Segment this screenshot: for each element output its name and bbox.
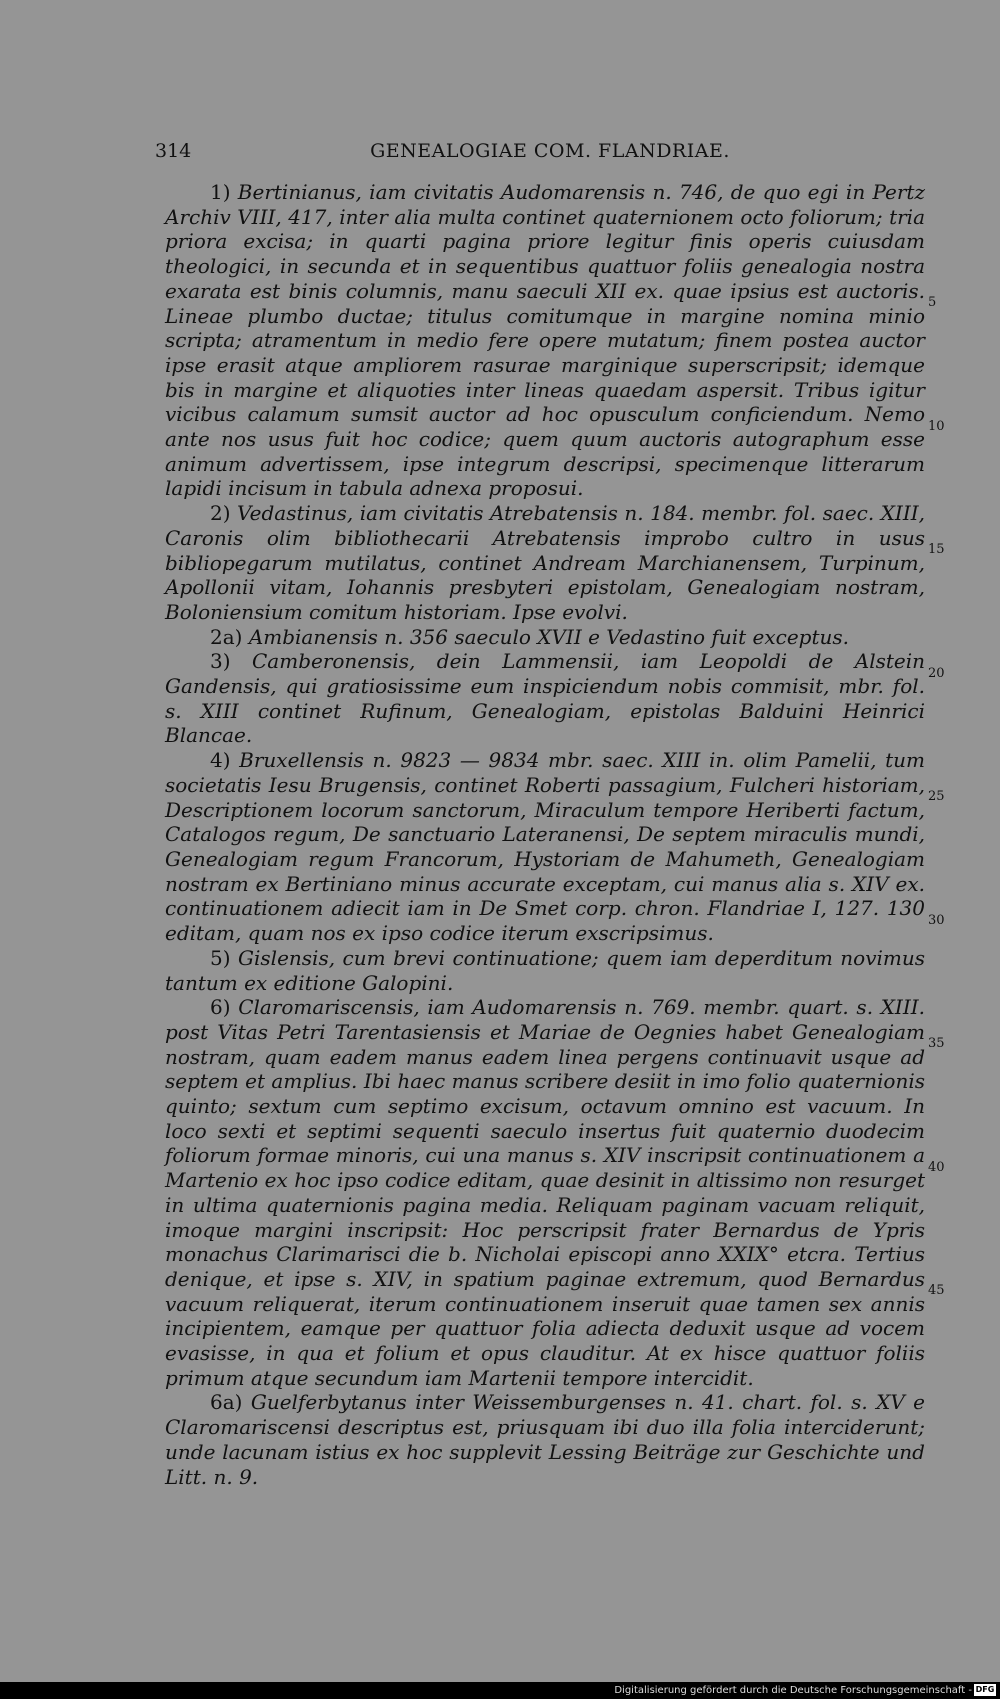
page-number: 314 bbox=[155, 140, 192, 162]
paragraph-number: 4) bbox=[210, 748, 231, 773]
page-header bbox=[155, 140, 945, 170]
paragraph bbox=[165, 649, 925, 748]
paragraph-text: Bertinianus, iam civitatis Audomarensis n. 746, de quo egi in Pertz Archiv VIII, 417, inter alia multa continet quaternionem octo foliorum; tria priora excisa; in quarti pagina priore legitur finis operis cuiusdam theologici, in secunda et in sequentibus quattuor foliis genealogia nostra exarata est binis columnis, manu saeculi XII ex. quae ipsius est auctoris. Lineae plumbo ductae; titulus comitumque in margine nomina minio scripta; atramentum in medio fere opere mutatum; finem postea auctor ipse erasit atque ampliorem rasurae marginique superscripsit; idemque bis in margine et aliquoties inter lineas quaedam aspersit. Tribus igitur vicibus calamum sumsit auctor ad hoc opusculum conficiendum. Nemo ante nos usus fuit hoc codice; quem quum auctoris autographum esse animum advertissem, ipse integrum descripsi, specimenque litterarum lapidi incisum in tabula adnexa proposui. bbox=[165, 180, 925, 501]
paragraph-number: 5) bbox=[210, 945, 231, 970]
line-number: 35 bbox=[928, 1036, 945, 1051]
paragraph-number: 2) bbox=[210, 501, 231, 526]
line-number: 25 bbox=[928, 789, 945, 804]
paragraph-text: Camberonensis, dein Lammensii, iam Leopoldi de Alstein Gandensis, qui gratiosissime eum inspiciendum nobis commisit, mbr. fol. s. XIII continet Rufinum, Genealogiam, epistolas Balduini Heinrici Blancae. bbox=[165, 649, 926, 748]
dfg-logo: DFG bbox=[975, 1685, 995, 1694]
line-number: 20 bbox=[928, 666, 945, 681]
paragraph-number: 6) bbox=[210, 995, 231, 1020]
paragraph-number: 1) bbox=[210, 180, 231, 204]
paragraph bbox=[165, 748, 925, 946]
paragraph-number: 2a) bbox=[210, 624, 243, 649]
paragraph-text: Bruxellensis n. 9823 — 9834 mbr. saec. XIII in. olim Pamelii, tum societatis Iesu Brugensis, continet Roberti passagium, Fulcheri historiam, Descriptionem locorum sanctorum, Miraculum tempore Heriberti factum, Catalogos regum, De sanctuario Lateranensi, De septem miraculis mundi, Genealogiam regum Francorum, Hystoriam de Mahumeth, Genealogiam nostram ex Bertiniano minus accurate exceptam, cui manus alia s. XIV ex. continuationem adiecit iam in De Smet corp. chron. Flandriae I, 127. 130 editam, quam nos ex ipso codice iterum exscripsimus. bbox=[165, 748, 926, 946]
line-number: 15 bbox=[928, 542, 945, 557]
paragraph-text: Gislensis, cum brevi continuatione; quem iam deperditum novimus tantum ex editione Galopini. bbox=[165, 945, 926, 995]
line-number: 10 bbox=[928, 419, 945, 434]
funding-credit: Digitalisierung gefördert durch die Deutsche Forschungsgemeinschaft - bbox=[614, 1685, 972, 1696]
line-number: 30 bbox=[928, 913, 945, 928]
footer-bar bbox=[0, 1682, 1000, 1699]
paragraph-text: Ambianensis n. 356 saeculo XVII e Vedastino fuit exceptus. bbox=[248, 624, 849, 649]
body-text bbox=[165, 180, 925, 1489]
line-number: 45 bbox=[928, 1283, 945, 1298]
paragraph bbox=[165, 625, 925, 650]
paragraph-text: Guelferbytanus inter Weissemburgenses n. 41. chart. fol. s. XV e Claromariscensi descriptus est, priusquam ibi duo illa folia interciderunt; unde lacunam istius ex hoc supplevit Lessing Beiträge zur Geschichte und Litt. n. 9. bbox=[165, 1390, 925, 1489]
paragraph bbox=[165, 995, 925, 1390]
paragraph bbox=[165, 946, 925, 995]
line-number: 5 bbox=[928, 295, 937, 310]
paragraph bbox=[165, 501, 925, 625]
line-number: 40 bbox=[928, 1160, 945, 1175]
paragraph-text: Vedastinus, iam civitatis Atrebatensis n. 184. membr. fol. saec. XIII, Caronis olim bibliothecarii Atrebatensis improbo cultro in usus bibliopegarum mutilatus, continet Andream Marchianensem, Turpinum, Apollonii vitam, Iohannis presbyteri epistolam, Genealogiam nostram, Boloniensium comitum historiam. Ipse evolvi. bbox=[165, 501, 925, 624]
paragraph bbox=[165, 180, 925, 501]
running-title: GENEALOGIAE COM. FLANDRIAE. bbox=[370, 140, 730, 162]
paragraph-number: 6a) bbox=[210, 1390, 243, 1415]
paragraph-number: 3) bbox=[210, 649, 231, 674]
paragraph bbox=[165, 1390, 925, 1489]
paragraph-text: Claromariscensis, iam Audomarensis n. 769. membr. quart. s. XIII. post Vitas Petri Tarentasiensis et Mariae de Oegnies habet Genealogiam nostram, quam eadem manus eadem linea pergens continuavit usque ad septem et amplius. Ibi haec manus scribere desiit in imo folio quaternionis quinto; sextum cum septimo excisum, octavum omnino est vacuum. In loco sexti et septimi sequenti saeculo insertus fuit quaternio duodecim foliorum formae minoris, cui una manus s. XIV inscripsit continuationem a Martenio ex hoc ipso codice editam, quae desinit in altissimo non resurget in ultima quaternionis pagina media. Reliquam paginam vacuam reliquit, imoque margini inscripsit: Hoc perscripsit frater Bernardus de Ypris monachus Clarimarisci die b. Nicholai episcopi anno XXIX° etcra. Tertius denique, et ipse s. XIV, in spatium paginae extremum, quod Bernardus vacuum reliquerat, iterum continuationem inseruit quae tamen sex annis incipientem, eamque per quattuor folia adiecta deduxit usque ad vocem evasisse, in qua et folium et opus clauditur. At ex hisce quattuor foliis primum atque secundum iam Martenii tempore intercidit. bbox=[165, 995, 925, 1390]
